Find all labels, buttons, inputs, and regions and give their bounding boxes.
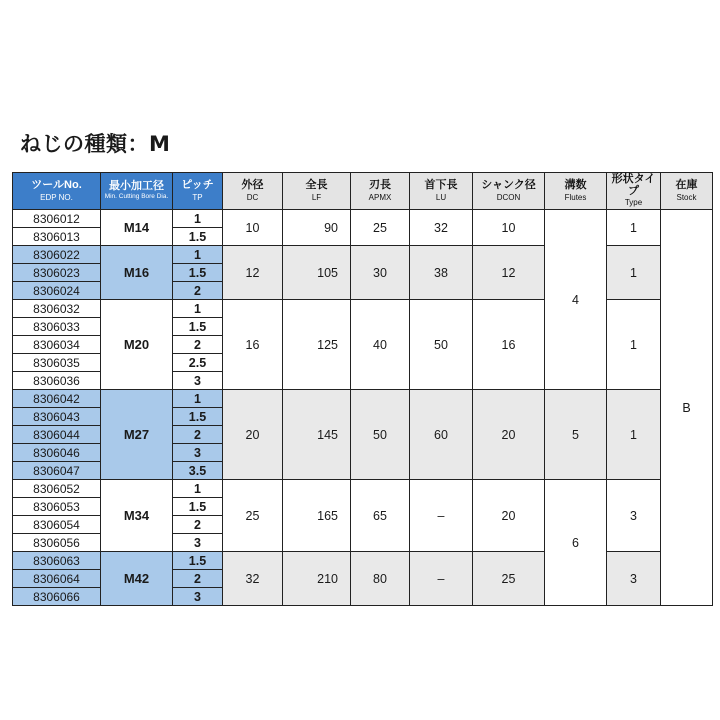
pitch-cell: 1.5	[173, 552, 223, 570]
pitch-cell: 1	[173, 300, 223, 318]
apmx-cell: 80	[351, 552, 410, 606]
table-row	[13, 390, 713, 408]
edp-cell: 8306036	[13, 372, 101, 390]
header-edp: ツールNo. EDP NO.	[13, 173, 101, 210]
pitch-cell: 3	[173, 372, 223, 390]
lf-cell: 165	[283, 480, 351, 552]
edp-cell: 8306035	[13, 354, 101, 372]
table-row	[13, 300, 713, 318]
apmx-cell: 25	[351, 210, 410, 246]
apmx-cell: 65	[351, 480, 410, 552]
edp-cell: 8306042	[13, 390, 101, 408]
size-cell: M42	[101, 552, 173, 606]
stock-cell: B	[661, 210, 713, 606]
edp-cell: 8306054	[13, 516, 101, 534]
lu-cell: –	[410, 480, 473, 552]
pitch-cell: 3	[173, 534, 223, 552]
edp-cell: 8306033	[13, 318, 101, 336]
table-header-row	[13, 173, 713, 210]
lu-cell: 38	[410, 246, 473, 300]
size-cell: M14	[101, 210, 173, 246]
pitch-cell: 1.5	[173, 264, 223, 282]
type-cell: 3	[607, 552, 661, 606]
size-cell: M34	[101, 480, 173, 552]
lf-cell: 90	[283, 210, 351, 246]
size-cell: M20	[101, 300, 173, 390]
pitch-cell: 2	[173, 336, 223, 354]
edp-cell: 8306052	[13, 480, 101, 498]
flutes-cell: 5	[545, 390, 607, 480]
dcon-cell: 20	[473, 480, 545, 552]
dcon-cell: 10	[473, 210, 545, 246]
dcon-cell: 20	[473, 390, 545, 480]
dc-cell: 32	[223, 552, 283, 606]
edp-cell: 8306034	[13, 336, 101, 354]
edp-cell: 8306046	[13, 444, 101, 462]
edp-cell: 8306023	[13, 264, 101, 282]
pitch-cell: 1.5	[173, 498, 223, 516]
header-dc: 外径 DC	[223, 173, 283, 210]
edp-cell: 8306047	[13, 462, 101, 480]
pitch-cell: 1.5	[173, 408, 223, 426]
dc-cell: 25	[223, 480, 283, 552]
table-row	[13, 210, 713, 228]
header-lu: 首下長 LU	[410, 173, 473, 210]
header-flutes: 溝数 Flutes	[545, 173, 607, 210]
dc-cell: 10	[223, 210, 283, 246]
apmx-cell: 30	[351, 246, 410, 300]
lu-cell: 60	[410, 390, 473, 480]
edp-cell: 8306043	[13, 408, 101, 426]
table-row	[13, 552, 713, 570]
type-cell: 1	[607, 300, 661, 390]
pitch-cell: 2.5	[173, 354, 223, 372]
header-type: 形状タイプ Type	[607, 173, 661, 210]
dc-cell: 20	[223, 390, 283, 480]
flutes-cell: 4	[545, 210, 607, 390]
dcon-cell: 25	[473, 552, 545, 606]
pitch-cell: 1.5	[173, 228, 223, 246]
pitch-cell: 1	[173, 390, 223, 408]
pitch-cell: 1	[173, 210, 223, 228]
apmx-cell: 50	[351, 390, 410, 480]
header-stock: 在庫 Stock	[661, 173, 713, 210]
edp-cell: 8306066	[13, 588, 101, 606]
pitch-cell: 1.5	[173, 318, 223, 336]
pitch-cell: 2	[173, 426, 223, 444]
pitch-cell: 3	[173, 444, 223, 462]
type-cell: 3	[607, 480, 661, 552]
header-dcon: シャンク径 DCON	[473, 173, 545, 210]
lu-cell: 32	[410, 210, 473, 246]
table-row	[13, 480, 713, 498]
spec-table	[12, 172, 713, 606]
edp-cell: 8306032	[13, 300, 101, 318]
edp-cell: 8306064	[13, 570, 101, 588]
edp-cell: 8306053	[13, 498, 101, 516]
dc-cell: 12	[223, 246, 283, 300]
page-title: ねじの種類：M	[20, 132, 171, 156]
table-row	[13, 246, 713, 264]
pitch-cell: 3	[173, 588, 223, 606]
lf-cell: 105	[283, 246, 351, 300]
pitch-cell: 2	[173, 282, 223, 300]
lu-cell: –	[410, 552, 473, 606]
dcon-cell: 12	[473, 246, 545, 300]
header-min-bore: 最小加工径 Min. Cutting Bore Dia.	[101, 173, 173, 210]
dcon-cell: 16	[473, 300, 545, 390]
pitch-cell: 2	[173, 516, 223, 534]
size-cell: M27	[101, 390, 173, 480]
pitch-cell: 3.5	[173, 462, 223, 480]
pitch-cell: 1	[173, 246, 223, 264]
type-cell: 1	[607, 390, 661, 480]
lf-cell: 210	[283, 552, 351, 606]
edp-cell: 8306056	[13, 534, 101, 552]
pitch-cell: 1	[173, 480, 223, 498]
edp-cell: 8306063	[13, 552, 101, 570]
type-cell: 1	[607, 210, 661, 246]
edp-cell: 8306013	[13, 228, 101, 246]
pitch-cell: 2	[173, 570, 223, 588]
type-cell: 1	[607, 246, 661, 300]
size-cell: M16	[101, 246, 173, 300]
lu-cell: 50	[410, 300, 473, 390]
edp-cell: 8306024	[13, 282, 101, 300]
edp-cell: 8306012	[13, 210, 101, 228]
lf-cell: 145	[283, 390, 351, 480]
header-apmx: 刃長 APMX	[351, 173, 410, 210]
edp-cell: 8306022	[13, 246, 101, 264]
apmx-cell: 40	[351, 300, 410, 390]
edp-cell: 8306044	[13, 426, 101, 444]
flutes-cell: 6	[545, 480, 607, 606]
lf-cell: 125	[283, 300, 351, 390]
header-pitch: ピッチ TP	[173, 173, 223, 210]
dc-cell: 16	[223, 300, 283, 390]
header-lf: 全長 LF	[283, 173, 351, 210]
